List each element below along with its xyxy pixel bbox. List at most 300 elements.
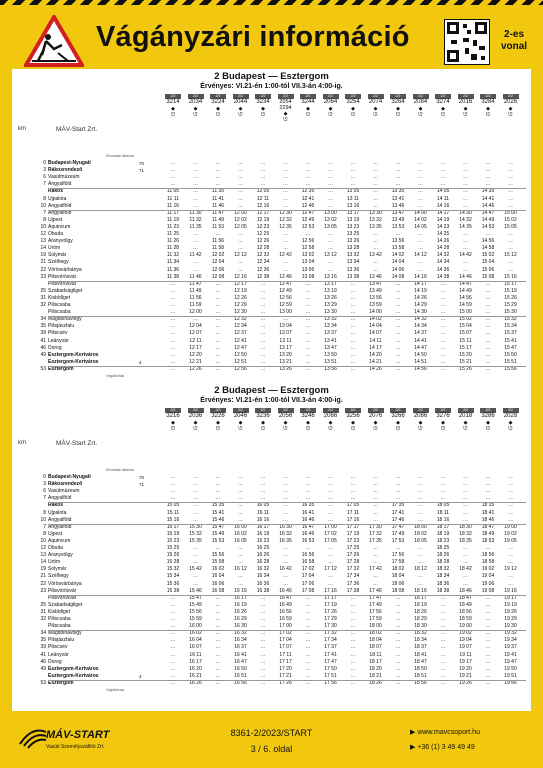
time-cell: 16 23 — [256, 537, 270, 544]
time-cell: … — [463, 231, 468, 237]
time-cell: 18 51 — [414, 672, 427, 679]
station-name: Dorog — [48, 344, 62, 351]
time-cell: … — [485, 351, 491, 358]
document-number: 8361-2/2023/START — [230, 728, 313, 738]
time-cell: … — [508, 545, 513, 551]
time-cell: … — [283, 266, 288, 273]
train-number: 2054 2294 — [279, 99, 292, 111]
time-cell: … — [215, 601, 221, 608]
train-column — [432, 408, 454, 432]
direction-arrow-icon: ◆ — [238, 106, 243, 112]
time-cell: 16 11 — [256, 509, 270, 516]
time-cell: … — [193, 195, 198, 202]
time-cell: 17 46 — [391, 516, 405, 523]
time-cell: … — [440, 601, 446, 608]
time-cell: 18 58 — [481, 559, 495, 566]
station-name: Angyalföld — [48, 181, 72, 188]
time-cell: 16 26 — [256, 552, 270, 559]
time-cell: … — [238, 509, 243, 516]
table-row — [12, 160, 531, 167]
time-cell: … — [485, 630, 491, 637]
time-cell: 16 50 — [234, 665, 247, 672]
time-cell: 19 26 — [459, 679, 472, 686]
train-badge-icon: 2/2 — [165, 408, 181, 413]
time-cell: … — [463, 509, 468, 516]
time-cell: … — [170, 594, 176, 601]
time-cell: 14 30 — [414, 309, 427, 316]
row-km: 53 — [40, 679, 46, 686]
qr-code-icon — [444, 19, 490, 65]
time-cell: 16 19 — [234, 601, 247, 608]
time-cell: … — [418, 259, 423, 266]
station-name: Piliscsév — [48, 330, 68, 337]
time-cell: … — [328, 516, 333, 523]
time-cell: … — [485, 174, 491, 181]
time-cell: … — [463, 502, 468, 509]
time-cell: 14 19 — [436, 216, 450, 223]
direction-arrow-icon: ◆ — [216, 420, 220, 426]
time-cell: … — [373, 188, 378, 195]
time-cell: 19 00 — [504, 523, 517, 530]
time-cell: … — [170, 323, 176, 330]
time-cell: 11 11 — [167, 195, 179, 202]
time-cell: … — [215, 474, 221, 480]
time-cell: … — [395, 316, 401, 323]
time-cell: 17 59 — [369, 616, 382, 622]
time-cell: 19 02 — [459, 630, 472, 637]
time-cell: 14 21 — [369, 358, 382, 365]
time-cell: … — [328, 245, 333, 252]
time-cell: … — [463, 202, 468, 209]
station-name: Magdolnavölgy — [48, 316, 82, 323]
bicycle-icon: ᘎ — [215, 426, 221, 432]
time-cell: … — [508, 502, 513, 509]
table-row — [12, 245, 531, 252]
time-cell: … — [373, 174, 378, 181]
time-cell: … — [238, 160, 243, 166]
time-cell: 13 28 — [346, 245, 360, 252]
time-cell: 13 17 — [346, 209, 360, 216]
time-cell: 18 47 — [414, 658, 427, 665]
bicycle-icon: ᘎ — [260, 426, 266, 432]
km-header: km — [18, 126, 26, 132]
time-cell: 18 02 — [369, 630, 382, 637]
time-cell: … — [440, 358, 446, 365]
direction-arrow-icon: ◆ — [508, 106, 513, 112]
time-cell: 17 32 — [346, 566, 360, 573]
time-cell: 12 26 — [256, 238, 270, 245]
row-km: 7 — [43, 181, 46, 188]
time-cell: 16 32 — [279, 530, 292, 537]
platform-side: 70 — [139, 475, 145, 480]
time-cell: … — [350, 608, 356, 615]
time-cell: … — [463, 552, 468, 559]
time-cell: … — [305, 181, 311, 188]
time-cell: 12 34 — [256, 259, 270, 266]
time-cell: … — [373, 195, 378, 202]
time-cell: … — [283, 481, 288, 488]
table-row — [12, 481, 531, 488]
station-name: Üröm — [48, 245, 61, 252]
train-number: 3246 — [301, 413, 315, 419]
station-name: Vasútmúzeum — [48, 488, 80, 495]
time-cell: 11 35 — [211, 188, 225, 195]
time-cell: 14 42 — [459, 252, 472, 259]
time-cell: 17 37 — [324, 644, 337, 651]
time-cell: … — [215, 167, 221, 174]
time-cell: … — [395, 644, 401, 651]
time-cell: 12 17 — [234, 280, 247, 287]
bicycle-icon: ᘎ — [485, 112, 491, 118]
train-number: 3286 — [481, 413, 495, 419]
section-title: 2 Budapest — Esztergom — [214, 71, 329, 82]
time-cell: 13 17 — [279, 344, 292, 351]
time-cell: 16 02 — [189, 630, 202, 637]
time-cell: … — [463, 245, 468, 252]
time-cell: … — [373, 509, 378, 516]
time-cell: 19 17 — [459, 658, 472, 665]
time-cell: … — [238, 502, 243, 509]
time-cell: 19 19 — [504, 601, 517, 608]
time-cell: … — [215, 309, 221, 316]
table-row — [12, 652, 531, 659]
time-cell: … — [260, 630, 266, 637]
train-badge-icon: 2/2 — [458, 94, 474, 99]
time-cell: 17 25 — [346, 545, 360, 551]
time-cell: 13 21 — [279, 358, 292, 365]
time-cell: 18 02 — [391, 566, 405, 573]
time-cell: 12 41 — [301, 195, 315, 202]
train-column — [275, 94, 297, 123]
train-column — [297, 94, 319, 118]
train-number: 2036 — [188, 413, 203, 419]
time-cell: 16 02 — [234, 530, 247, 537]
time-cell: 14 08 — [391, 273, 405, 280]
time-cell: … — [328, 181, 333, 188]
time-cell: 16 06 — [211, 580, 225, 587]
time-cell: … — [485, 344, 491, 351]
time-cell: 15 32 — [189, 530, 202, 537]
station-name: Angyalföld — [48, 209, 72, 216]
time-cell: … — [463, 481, 468, 488]
train-badge-icon: 2/2 — [345, 94, 361, 99]
row-km: 22 — [40, 266, 46, 273]
time-cell: … — [440, 651, 446, 658]
train-number: 3266 — [391, 413, 405, 419]
time-cell: … — [305, 330, 311, 337]
time-cell: … — [193, 481, 198, 488]
time-cell: … — [170, 309, 176, 316]
time-cell: … — [485, 474, 491, 480]
time-cell: … — [463, 167, 468, 174]
time-cell: 12 11 — [256, 195, 270, 202]
train-badge-icon: 2/2 — [188, 408, 204, 413]
time-cell: 12 53 — [301, 223, 315, 230]
time-cell: 17 26 — [324, 608, 337, 615]
train-badge-icon: 2/2 — [390, 94, 406, 99]
time-cell: … — [508, 474, 513, 480]
time-cell: … — [395, 174, 401, 181]
table-row — [12, 538, 531, 545]
train-badge-icon: 2/2 — [323, 94, 339, 99]
time-cell: 18 11 — [369, 651, 382, 658]
row-km: 49 — [40, 351, 46, 358]
time-cell: 15 26 — [504, 294, 517, 301]
time-cell: 19 20 — [459, 665, 472, 672]
time-cell: … — [328, 509, 333, 516]
table-row — [12, 531, 531, 538]
train-badge-icon: 2/2 — [345, 408, 361, 413]
direction-arrow-icon: ◆ — [396, 420, 400, 426]
train-badge-icon: 2/2 — [435, 408, 451, 413]
table-row — [12, 174, 531, 181]
section-subtitle: Érvényes: VI.21-én 1:00-tól VII.3-án 4:00-ig. — [200, 397, 343, 404]
time-cell: … — [485, 495, 491, 502]
time-cell: … — [215, 294, 221, 301]
time-cell: 13 37 — [324, 330, 337, 337]
time-cell: … — [440, 174, 446, 181]
time-cell: 13 32 — [369, 216, 382, 223]
time-cell: … — [463, 488, 468, 495]
time-cell: … — [418, 552, 423, 559]
station-name: Szélhegy — [48, 573, 69, 580]
time-cell: 13 41 — [391, 195, 405, 202]
time-cell: … — [283, 181, 288, 188]
bicycle-icon: ᘎ — [215, 112, 221, 118]
time-cell: 15 50 — [504, 351, 517, 358]
time-cell: … — [485, 545, 491, 551]
time-cell: 15 49 — [211, 530, 225, 537]
time-cell: 11 36 — [166, 266, 180, 273]
direction-arrow-icon: ◆ — [216, 106, 220, 112]
time-cell: 19 04 — [459, 637, 472, 644]
time-cell: 18 35 — [481, 502, 495, 509]
time-cell: … — [463, 266, 468, 273]
bicycle-icon: ᘎ — [283, 426, 288, 432]
row-km: 7 — [43, 209, 46, 216]
time-cell: 17 34 — [346, 573, 360, 580]
time-cell: 11 47 — [211, 209, 225, 216]
time-cell: … — [350, 280, 356, 287]
time-cell: … — [170, 358, 176, 365]
time-cell: … — [350, 167, 356, 174]
time-cell: … — [170, 474, 176, 480]
time-cell: 14 56 — [414, 365, 427, 372]
station-name: Leányvár — [48, 651, 69, 658]
time-cell: … — [215, 330, 221, 337]
time-cell: … — [463, 559, 468, 566]
row-km: 12 — [40, 545, 46, 551]
time-cell: … — [395, 323, 401, 330]
station-name: Rákos — [48, 502, 64, 509]
time-cell: 16 20 — [189, 665, 202, 672]
train-column — [410, 408, 432, 432]
time-cell: 16 25 — [256, 545, 270, 551]
time-cell: … — [260, 181, 266, 188]
time-cell: 17 56 — [369, 608, 382, 615]
table-row — [12, 581, 531, 588]
time-cell: … — [463, 238, 468, 245]
time-cell: 17 06 — [301, 580, 315, 587]
time-cell: 19 05 — [504, 537, 517, 544]
time-cell: … — [283, 167, 288, 174]
time-cell: 14 49 — [459, 287, 472, 294]
train-badge-icon: 2/2 — [503, 94, 519, 99]
time-cell: 16 46 — [301, 516, 315, 523]
table-row — [12, 588, 531, 595]
time-cell: 12 26 — [234, 294, 247, 301]
time-cell: … — [350, 474, 356, 480]
time-cell: … — [328, 238, 333, 245]
time-cell: … — [170, 344, 176, 351]
table-row — [12, 188, 531, 195]
time-cell: 13 47 — [369, 280, 382, 287]
time-cell: … — [350, 181, 356, 188]
time-cell: … — [373, 545, 378, 551]
time-cell: 13 36 — [346, 266, 360, 273]
time-cell: 17 47 — [324, 658, 337, 665]
table-row — [12, 352, 531, 359]
train-badge-icon: 2/2 — [323, 408, 339, 413]
row-km: 0 — [43, 474, 46, 480]
time-cell: … — [238, 516, 243, 523]
train-number: 3276 — [436, 413, 450, 419]
time-cell: 14 04 — [391, 259, 405, 266]
time-cell: 12 41 — [234, 337, 247, 344]
time-cell: 12 37 — [234, 330, 247, 337]
direction-arrow-icon: ◆ — [351, 420, 355, 426]
section-title: 2 Budapest — Esztergom — [214, 385, 329, 396]
time-cell: … — [485, 623, 491, 630]
time-cell: 13 50 — [324, 351, 337, 358]
time-cell: 12 38 — [256, 273, 270, 280]
time-cell: … — [395, 658, 401, 665]
train-badge-icon: 2/2 — [278, 94, 294, 99]
time-cell: … — [305, 160, 311, 166]
time-cell: 13 26 — [279, 365, 292, 372]
time-cell: … — [215, 174, 221, 181]
time-cell: … — [328, 167, 333, 174]
time-cell: … — [395, 665, 401, 672]
station-name: Piliscsaba — [48, 616, 71, 622]
table-row — [12, 210, 531, 217]
time-cell: … — [193, 174, 198, 181]
train-number: 2066 — [323, 413, 338, 419]
time-cell: … — [395, 181, 401, 188]
train-column — [185, 408, 207, 432]
table-row — [12, 474, 531, 481]
train-column — [387, 408, 409, 432]
time-cell: … — [170, 294, 176, 301]
time-cell: … — [283, 259, 288, 266]
table-row — [12, 309, 531, 316]
time-cell: … — [373, 238, 378, 245]
website-link[interactable]: ▶ www.mavcsoport.hu — [410, 729, 480, 736]
row-km: 10 — [40, 202, 46, 209]
time-cell: … — [508, 259, 513, 266]
time-cell: … — [283, 509, 288, 516]
time-cell: 17 04 — [279, 637, 292, 644]
time-cell: 17 23 — [346, 537, 360, 544]
bicycle-icon: ᘎ — [350, 426, 356, 432]
table-row — [12, 573, 531, 580]
time-cell: … — [238, 174, 243, 181]
time-cell: 12 46 — [279, 273, 292, 280]
train-number: 2026 — [503, 99, 518, 105]
time-cell: … — [440, 181, 446, 188]
train-column — [500, 94, 522, 118]
time-cell: … — [350, 365, 356, 372]
station-name: Újpest — [48, 530, 63, 537]
row-km: 49 — [40, 665, 46, 672]
direction-arrow-icon: ◆ — [193, 106, 198, 112]
time-cell: … — [193, 580, 198, 587]
train-number: 2018 — [458, 413, 473, 419]
time-cell: … — [283, 238, 288, 245]
time-cell: … — [440, 474, 446, 480]
time-cell: 17 02 — [324, 530, 337, 537]
train-number: 2046 — [233, 413, 248, 419]
train-badge-icon: 2/2 — [255, 94, 271, 99]
time-cell: … — [215, 608, 221, 615]
time-cell: 17 56 — [391, 552, 405, 559]
bicycle-icon: ᘎ — [328, 426, 333, 432]
time-cell: … — [395, 672, 401, 679]
station-name: Rákosrendező — [48, 481, 83, 488]
time-cell: … — [283, 174, 288, 181]
time-cell: … — [508, 481, 513, 488]
time-cell: 14 50 — [414, 351, 427, 358]
time-cell: … — [260, 616, 266, 622]
time-cell: 17 35 — [369, 537, 382, 544]
time-cell: 17 41 — [391, 509, 405, 516]
time-cell: 14 47 — [459, 280, 472, 287]
time-cell: 16 21 — [189, 672, 202, 679]
time-cell: 16 34 — [234, 637, 247, 644]
row-km: 46 — [40, 658, 46, 665]
time-cell: … — [485, 181, 491, 188]
time-cell: … — [373, 488, 378, 495]
bicycle-icon: ᘎ — [170, 112, 176, 118]
start-station-label: Kiindulási állomás — [106, 468, 135, 472]
time-cell: … — [193, 259, 198, 266]
time-cell: 13 16 — [324, 273, 337, 280]
time-cell: 12 26 — [189, 365, 202, 372]
time-cell: … — [485, 287, 491, 294]
station-name: Budapest-Nyugati — [48, 160, 91, 166]
time-cell: … — [305, 601, 311, 608]
bicycle-icon: ᘎ — [238, 112, 243, 118]
time-cell: 14 56 — [481, 238, 495, 245]
time-cell: … — [418, 509, 423, 516]
time-cell: 15 51 — [504, 358, 517, 365]
time-cell: 13 49 — [369, 287, 382, 294]
time-cell: … — [193, 474, 198, 480]
direction-arrow-icon: ◆ — [373, 420, 378, 426]
table-row — [12, 338, 531, 345]
time-cell: 19 47 — [504, 658, 517, 665]
time-cell: … — [395, 294, 401, 301]
direction-arrow-icon: ◆ — [283, 111, 288, 117]
direction-arrow-icon: ◆ — [193, 420, 198, 426]
station-name: Esztergom — [48, 679, 74, 686]
train-number: 2028 — [503, 413, 518, 419]
time-cell: 15 19 — [504, 287, 517, 294]
time-cell: … — [215, 365, 221, 372]
bicycle-icon: ᘎ — [418, 426, 423, 432]
time-cell: 18 49 — [481, 530, 495, 537]
time-cell: 18 19 — [414, 601, 427, 608]
